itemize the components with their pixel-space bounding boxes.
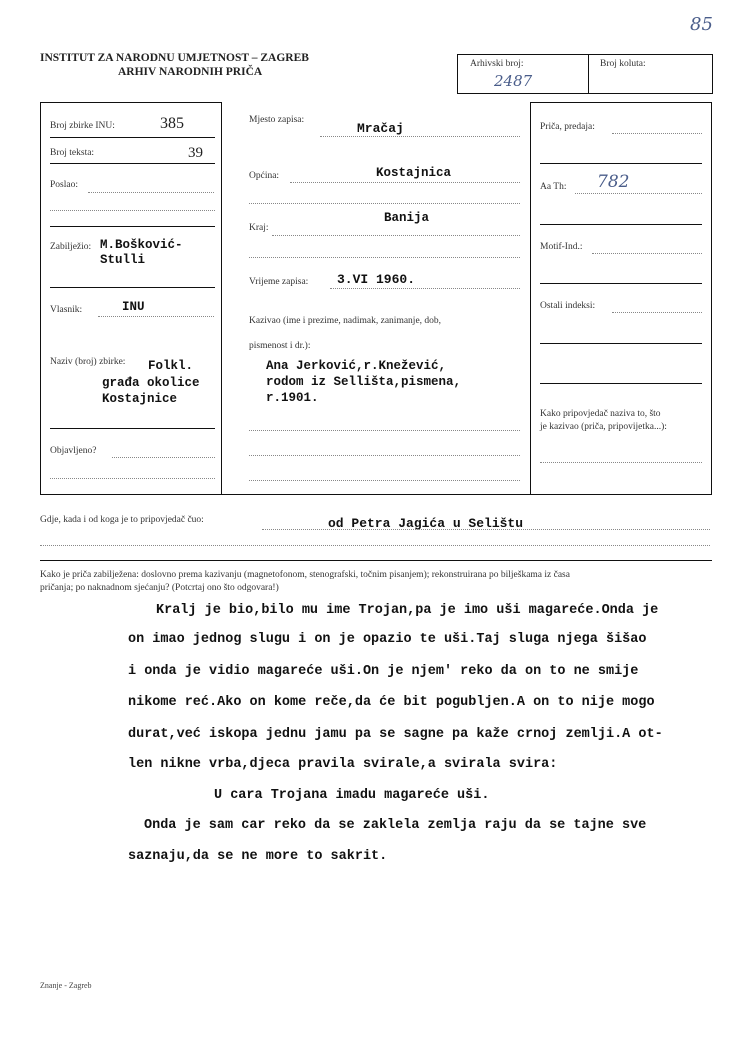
narrator-label-1: Kazivao (ime i prezime, nadimak, zanimanje, dob, bbox=[249, 316, 442, 326]
narrator-label-2: pismenost i dr.): bbox=[249, 341, 311, 351]
narrator-value-2: rodom iz Sellišta,pismena, bbox=[266, 375, 462, 389]
main-form-frame bbox=[40, 102, 712, 495]
narrator-value-3: r.1901. bbox=[266, 391, 319, 405]
archive-number-value: 2487 bbox=[494, 72, 533, 90]
narrator-term-label-1: Kako pripovjedač naziva to, što bbox=[540, 409, 661, 419]
story-type-label: Priča, predaja: bbox=[540, 122, 595, 132]
narrator-value-1: Ana Jerković,r.Knežević, bbox=[266, 359, 447, 373]
collection-name-value-2: građa okolice bbox=[102, 376, 200, 390]
place-label: Mjesto zapisa: bbox=[249, 115, 305, 125]
collection-number-label: Broj zbirke INU: bbox=[50, 121, 115, 131]
recorded-by-label: Zabilježio: bbox=[50, 242, 92, 252]
aath-value: 782 bbox=[597, 172, 630, 192]
collection-number-value: 385 bbox=[160, 115, 184, 132]
method-line-2: pričanja; po naknadnom sjećanju? (Potcrtaj ono što odgovara!) bbox=[40, 583, 279, 593]
recording-time-label: Vrijeme zapisa: bbox=[249, 277, 309, 287]
story-line: on imao jednog slugu i on je opazio te uši.Taj sluga njega šišao bbox=[128, 632, 647, 647]
collection-name-label: Naziv (broj) zbirke: bbox=[50, 357, 126, 367]
collection-name-value-1: Folkl. bbox=[148, 359, 194, 373]
archive-number-label: Arhivski broj: bbox=[470, 59, 524, 69]
recording-time-value: 3.VI 1960. bbox=[337, 272, 416, 287]
reel-number-label: Broj koluta: bbox=[600, 59, 646, 69]
narrator-term-label-2: je kazivao (priča, pripovijetka...): bbox=[540, 422, 667, 432]
story-line: Kralj je bio,bilo mu ime Trojan,pa je imo uši magareće.Onda je bbox=[156, 603, 659, 618]
aath-label: Aa Th: bbox=[540, 182, 567, 192]
text-number-value: 39 bbox=[188, 145, 203, 161]
recorded-by-value-1: M.Bošković- bbox=[100, 238, 183, 252]
story-line: saznaju,da se ne more to sakrit. bbox=[128, 849, 388, 864]
text-number-label: Broj teksta: bbox=[50, 148, 95, 158]
story-line: U cara Trojana imadu magareće uši. bbox=[214, 788, 490, 803]
owner-value: INU bbox=[122, 300, 145, 314]
printer-footer: Znanje - Zagreb bbox=[40, 981, 92, 990]
owner-label: Vlasnik: bbox=[50, 305, 83, 315]
story-line: i onda je vidio magareće uši.On je njem' reko da on to ne smije bbox=[128, 664, 639, 679]
municipality-value: Kostajnica bbox=[376, 166, 452, 180]
collection-name-value-3: Kostajnice bbox=[102, 392, 178, 406]
motif-index-label: Motif-Ind.: bbox=[540, 242, 583, 252]
story-line: Onda je sam car reko da se zaklela zemlja raju da se tajne sve bbox=[144, 818, 647, 833]
region-value: Banija bbox=[384, 211, 430, 225]
archive-name: ARHIV NARODNIH PRIČA bbox=[118, 66, 263, 78]
municipality-label: Općina: bbox=[249, 171, 280, 181]
story-line: durat,već iskopa jednu jamu pa se sagne pa kaže crnoj zemlji.A ot- bbox=[128, 727, 663, 742]
region-label: Kraj: bbox=[249, 223, 269, 233]
story-line: nikome reć.Ako on kome reče,da će bit pogubljen.A on to nije mogo bbox=[128, 695, 655, 710]
other-indexes-label: Ostali indeksi: bbox=[540, 301, 596, 311]
story-line: len nikne vrba,djeca pravila svirale,a svirala svira: bbox=[128, 757, 558, 772]
method-line-1: Kako je priča zabilježena: doslovno prema kazivanju (magnetofonom, stenografski, točnim pisanjem); rekonstruirana po bilješkama iz časa bbox=[40, 570, 570, 580]
place-value: Mračaj bbox=[357, 121, 404, 136]
source-value: od Petra Jagića u Selištu bbox=[328, 516, 524, 531]
institute-name: INSTITUT ZA NARODNU UMJETNOST – ZAGREB bbox=[40, 52, 309, 64]
sent-by-label: Poslao: bbox=[50, 180, 78, 190]
page-number: 85 bbox=[690, 14, 713, 35]
published-label: Objavljeno? bbox=[50, 446, 97, 456]
recorded-by-value-2: Stulli bbox=[100, 253, 146, 267]
source-label: Gdje, kada i od koga je to pripovjedač čuo: bbox=[40, 515, 204, 525]
